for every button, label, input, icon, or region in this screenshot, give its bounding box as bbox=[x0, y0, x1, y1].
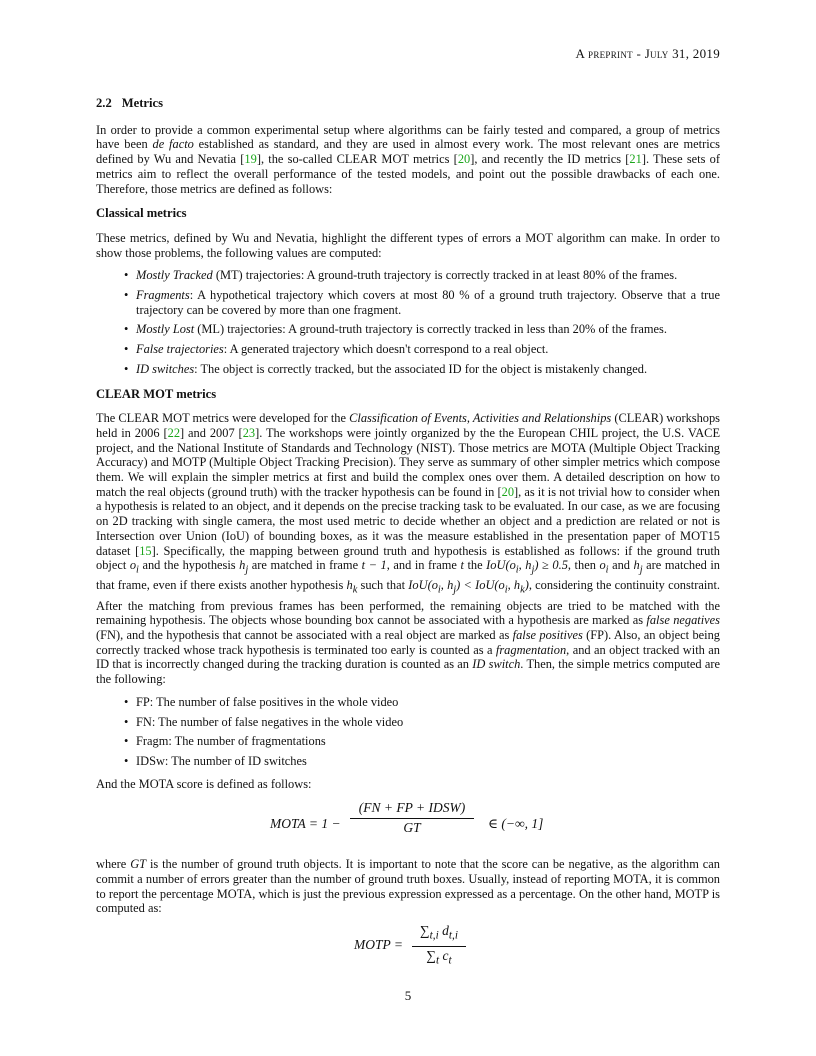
citation-link[interactable]: 19 bbox=[244, 152, 257, 167]
subheading-classical-metrics: Classical metrics bbox=[96, 206, 187, 221]
list-item: • Fragments: A hypothetical trajectory which covers at most 80 % of a ground truth trajectory. Observe that a true trajectory can be covered by more than one fragment. bbox=[136, 288, 720, 317]
citation-link[interactable]: 20 bbox=[457, 152, 471, 167]
citation-link[interactable]: 20 bbox=[501, 484, 515, 499]
main-content bbox=[96, 96, 720, 968]
citation-link[interactable]: 23 bbox=[242, 425, 256, 440]
metrics-intro-paragraph: In order to provide a common experimental setup where algorithms can be fairly tested and compared, a group of metrics have been de facto established as standard, and they are used in almost every work. The most relevant ones are metrics defined by Wu and Nevatia [19], the so-called CLEAR MOT metrics [20], and recently the ID metrics [21]. These sets of metrics aim to reflect the overall performance of the tested models, and point out the possible drawbacks of each one. Therefore, those metrics are defined as follows: bbox=[96, 122, 720, 196]
mota-equation: MOTA = 1 − (FN + FP + IDSW) GT ∈ (−∞, 1] bbox=[270, 800, 544, 836]
classical-metrics-list bbox=[96, 268, 720, 376]
page-number: 5 bbox=[404, 988, 412, 1003]
list-item: • FN: The number of false negatives in the whole video bbox=[136, 715, 720, 730]
classical-intro-paragraph: These metrics, defined by Wu and Nevatia, highlight the different types of errors a MOT algorithm can make. In order to show those problems, the following values are computed: bbox=[96, 230, 720, 260]
subheading-clear-mot-metrics: CLEAR MOT metrics bbox=[96, 386, 217, 401]
section-heading: 2.2 Metrics bbox=[96, 96, 163, 110]
mota-explanation-paragraph: where GT is the number of ground truth objects. It is important to note that the score can be negative, as the algorithm can commit a number of errors greater than the number of ground truth boxes. Usually, instead of reporting MOTA, it is common to report the percentage MOTA, which is just the previous expression expressed as a percentage. On the other hand, MOTP is computed as: bbox=[96, 857, 720, 916]
list-item: • FP: The number of false positives in the whole video bbox=[136, 695, 720, 710]
list-item: • IDSw: The number of ID switches bbox=[136, 754, 720, 769]
motp-equation: MOTP = $\frac{\sum_{t,i} d_{t,i}}{\sum_t c_t}$ bbox=[96, 924, 720, 968]
mota-intro: And the MOTA score is defined as follows: bbox=[96, 776, 312, 791]
citation-link[interactable]: 22 bbox=[167, 425, 181, 440]
running-header: A preprint - July 31, 2019 bbox=[575, 46, 720, 61]
citation-link[interactable]: 15 bbox=[139, 543, 152, 558]
list-item: • ID switches: The object is correctly tracked, but the associated ID for the object is mistakenly changed. bbox=[136, 362, 720, 377]
clear-mot-paragraph: The CLEAR MOT metrics were developed for the Classification of Events, Activities and Relationships (CLEAR) workshops held in 2006 [22] and 2007 [23]. The workshops were jointly organized by the the European CHIL project, the U.S. VACE project, and the National Institute of Standards and Technology (NIST). Those metrics are MOTA (Multiple Object Tracking Accuracy) and MOTP (Multiple Object Tracking Precision). They serve as summary of other simpler metrics which compose them. We will explain the simpler metrics at first and build the complex ones over them. A detailed description on how to match the real objects (ground truth) with the tracker hypothesis can be found in [20], as it is not trivial how to consider when a hypothesis is related to an object, and it depends on the precise tracking task to be evaluated. In our case, as we are focusing on 2D tracking with single camera, the most used metric to decide whether an object and a prediction are related or not is Intersection over Union (IoU) of bounding boxes, as it was the measure established in the presentation paper of MOT15 dataset [15]. Specifically, the mapping between ground truth and hypothesis is established as follows: if the ground truth object $o_i$ and the hypothesis $h_j$ are matched in frame t − 1, and in frame t the $IoU(o_i$, $h_j) \ge 0.5$, then $o_i$ and $h_j$ are matched in that frame, even if there exists another hypothesis $h_k$ such that $IoU(o_i$, $h_j) < IoU(o_i$, $h_k$), considering the continuity constraint. After the matching from previous frames has been performed, the remaining objects are tried to be matched with the remaining hypothesis. The objects whose bounding box cannot be associated with a hypothesis are marked as false negatives (FN), and the hypothesis that cannot be associated with a real object are marked as false positives (FP). Also, an object being correctly tracked whose track hypothesis is terminated too early is counted as a fragmentation, and an object tracked with an ID that is incorrectly changed during the tracking duration is counted as an ID switch. Then, the simple metrics computed are the following: bbox=[96, 411, 721, 687]
citation-link[interactable]: 21 bbox=[629, 152, 642, 167]
mota-fraction: (FN + FP + IDSW) GT bbox=[350, 801, 474, 835]
motp-fraction: $\frac{\sum_{t,i} d_{t,i}}{\sum_t c_t}$ bbox=[412, 924, 466, 968]
list-item: • False trajectories: A generated trajectory which doesn't correspond to a real object. bbox=[136, 342, 720, 357]
simple-metrics-list bbox=[96, 695, 720, 769]
list-item: • Fragm: The number of fragmentations bbox=[136, 734, 720, 749]
list-item: • Mostly Tracked (MT) trajectories: A ground-truth trajectory is correctly tracked in at least 80% of the frames. bbox=[136, 268, 720, 283]
list-item: • Mostly Lost (ML) trajectories: A ground-truth trajectory is correctly tracked in less than 20% of the frames. bbox=[136, 322, 720, 337]
